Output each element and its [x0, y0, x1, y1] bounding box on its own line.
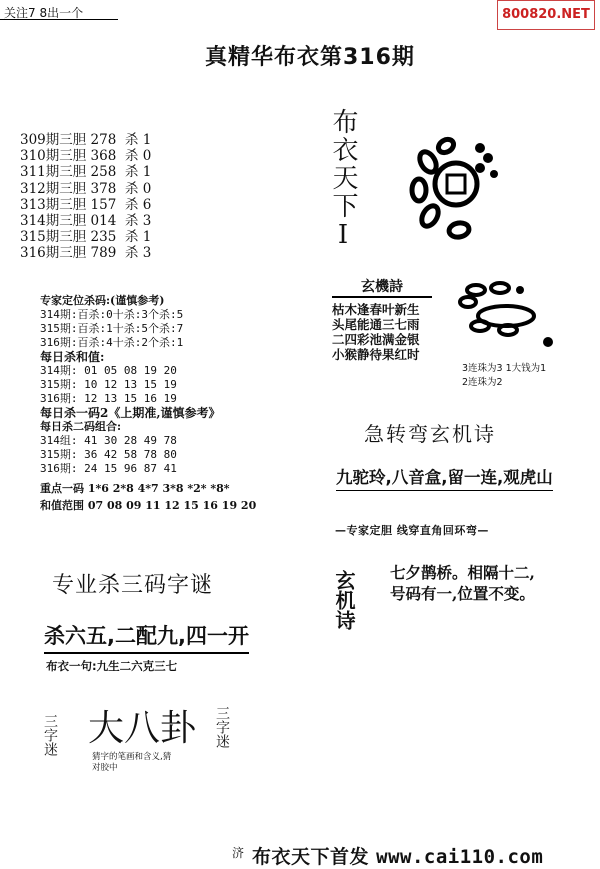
dabagua-sub-line: 猜字的笔画和含义,猜 — [92, 752, 172, 762]
riddle-line: 七夕鹊桥。相隔十二, — [390, 563, 535, 582]
history-row: 311期三胆 258 杀 1 — [20, 164, 152, 181]
dabagua: 大八卦 — [88, 708, 197, 749]
history-row: 316期三胆 789 杀 3 — [20, 245, 152, 262]
kill-two-row: 316期: 24 15 96 87 41 — [40, 462, 177, 475]
buyi-tianxia-vertical: 布衣天下I — [328, 108, 358, 252]
xuanji-vertical: 玄机诗 — [332, 570, 356, 630]
dabagua-sub — [92, 752, 202, 774]
bead-legend — [462, 362, 546, 390]
sanzimi-right: 三字迷 — [214, 706, 230, 748]
expert-row: 316期:百杀:4十杀:2个杀:1 — [40, 336, 184, 349]
sanzimi-left: 三字迷 — [42, 714, 58, 756]
poem-title: 玄機詩 — [332, 276, 432, 298]
top-left-note: 关注7 8出一个 — [4, 6, 84, 20]
dingdan-note: —专家定胆 线穿直角回环弯— — [335, 524, 489, 537]
legend-line: 2连珠为2 — [462, 377, 503, 388]
poem-line: 小猴静待果红时 — [332, 347, 420, 362]
riddle-line: 号码有一,位置不变。 — [390, 584, 535, 603]
kill-two-heading: 每日杀二码组合: — [40, 420, 122, 433]
expert-row: 314期:百杀:0十杀:3个杀:5 — [40, 308, 184, 321]
page-title: 真精华布衣第316期 — [205, 45, 415, 70]
history-row: 309期三胆 278 杀 1 — [20, 132, 152, 148]
zhuan-title: 专业杀三码字谜 — [52, 573, 214, 598]
riddle — [390, 562, 535, 604]
poem-line: 枯木逢春叶新生 — [332, 302, 420, 317]
site-badge[interactable]: 800820.NET — [497, 0, 595, 30]
footer-url[interactable]: www.cai110.com — [376, 846, 544, 868]
footer-mark: 济 — [232, 846, 245, 860]
footer-text: 布衣天下首发 — [252, 846, 377, 868]
legend-line: 3连珠为3 1大钱为1 — [462, 363, 547, 374]
dabagua-sub-line: 对胶中 — [92, 763, 118, 773]
hezhi-line: 和值范围 07 08 09 11 12 15 16 19 20 — [40, 499, 257, 512]
ji-title: 急转弯玄机诗 — [364, 422, 496, 446]
daily-heading: 每日杀和值: — [40, 350, 105, 364]
sha6-line: 杀六五,二配九,四一开 — [44, 620, 249, 654]
expert-row: 315期:百杀:1十杀:5个杀:7 — [40, 322, 184, 335]
history-row: 315期三胆 235 杀 1 — [20, 229, 152, 246]
poem-line: 二四彩池满金银 — [332, 332, 420, 347]
bead-illustration — [456, 280, 566, 360]
ji-line: 九驼玲,八音盒,留一连,观虎山 — [336, 464, 553, 491]
kill-one-heading: 每日杀一码2《上期准,谨慎参考》 — [40, 406, 221, 420]
daily-row: 315期: 10 12 13 15 19 — [40, 378, 177, 391]
footer — [252, 842, 543, 869]
daily-row: 316期: 12 13 15 16 19 — [40, 392, 177, 405]
history-list — [20, 132, 151, 262]
kill-two-row: 314组: 41 30 28 49 78 — [40, 434, 177, 447]
expert-heading: 专家定位杀码:(谨慎参考) — [40, 294, 165, 307]
kill-two-row: 315期: 36 42 58 78 80 — [40, 448, 177, 461]
history-row: 312期三胆 378 杀 0 — [20, 180, 152, 197]
history-row: 310期三胆 368 杀 0 — [20, 148, 152, 165]
expert-section — [40, 294, 256, 513]
poem-line: 头尾能通三七雨 — [332, 317, 420, 332]
history-row: 314期三胆 014 杀 3 — [20, 213, 152, 230]
zhongdian-line: 重点一码 1*6 2*8 4*7 3*8 *2* *8* — [40, 482, 230, 495]
history-row: 313期三胆 157 杀 6 — [20, 196, 152, 213]
buyi-line: 布衣一句:九生二六克三七 — [46, 659, 178, 673]
top-divider — [0, 19, 118, 20]
coin-chain-illustration — [402, 134, 512, 246]
poem-box — [332, 276, 432, 362]
daily-row: 314期: 01 05 08 19 20 — [40, 364, 177, 377]
